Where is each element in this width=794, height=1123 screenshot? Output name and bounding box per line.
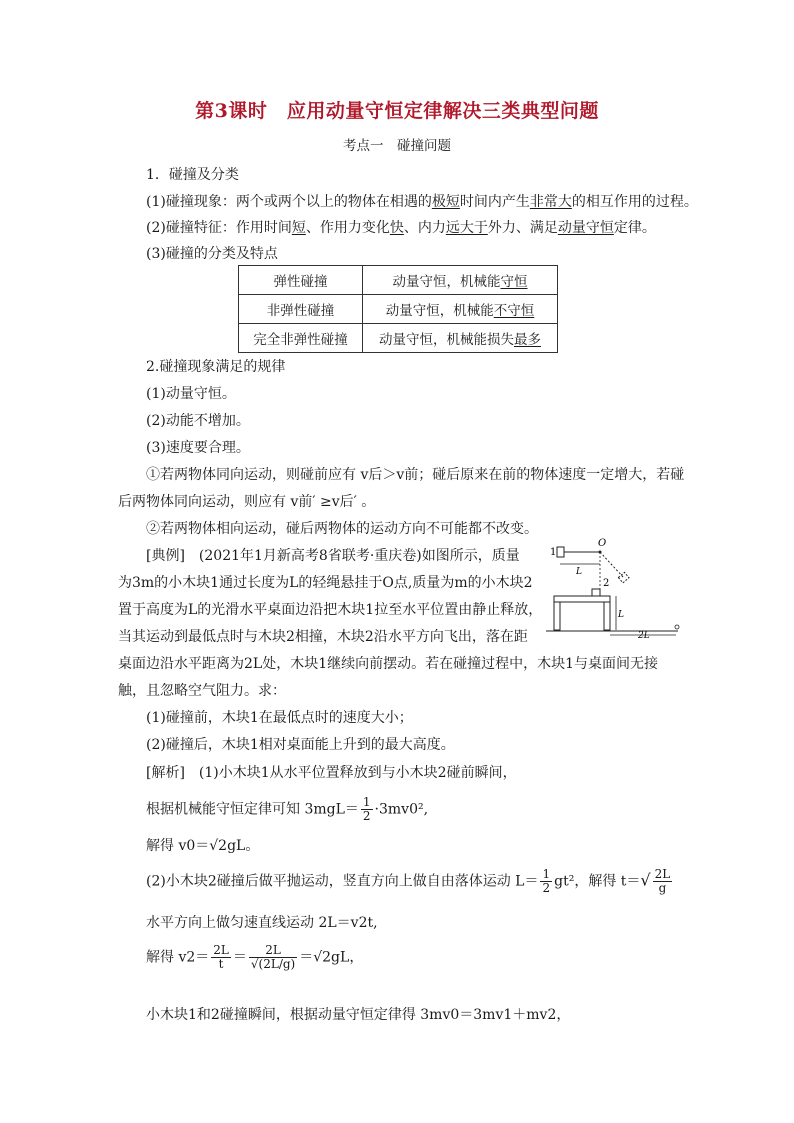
fraction-numerator: 2L xyxy=(249,944,297,958)
landing-point xyxy=(675,625,679,629)
text-span: 根据机械能守恒定律可知 3mgL＝ xyxy=(146,801,359,818)
figure-label-1: 1 xyxy=(550,547,557,558)
fraction xyxy=(249,944,297,971)
solution-line: [解析] (1)小木块1从水平位置释放到与小木块2碰前瞬间， xyxy=(146,765,517,781)
table-cell-desc xyxy=(363,266,558,295)
s1-paragraph-3: (3)碰撞的分类及特点 xyxy=(146,246,278,262)
rope-swing-dashed xyxy=(600,552,624,578)
fraction-denominator: t xyxy=(218,957,224,971)
table-row xyxy=(239,295,558,324)
text-span: (1)碰撞现象：两个或两个以上的物体在相遇的 xyxy=(146,194,432,210)
fraction-denominator: g xyxy=(658,881,667,895)
example-line: 置于高度为L的光滑水平桌面边沿把木块1拉至水平位置由静止释放， xyxy=(118,602,543,618)
text-span: 动量守恒，机械能 xyxy=(392,274,501,290)
table-row xyxy=(239,324,558,353)
figure-label-2L: 2L xyxy=(638,631,650,638)
s2-rule-1-line-1: ①若两物体同向运动，则碰前应有 v后＞v前；碰后原来在前的物体速度一定增大，若碰 xyxy=(146,467,685,483)
collision-table xyxy=(238,265,558,353)
example-line: 桌面边沿水平距离为2L处，木块1继续向前摆动。若在碰撞过程中，木块1与桌面间无接 xyxy=(118,656,659,672)
s1-heading: 1．碰撞及分类 xyxy=(146,167,239,183)
text-span: (2)小木块2碰撞后做平抛运动，竖直方向上做自由落体运动 L＝ xyxy=(146,873,539,890)
text-span: (2)碰撞特征：作用时间 xyxy=(146,220,292,236)
solution-line xyxy=(146,868,674,895)
text-span: 、作用力变化 xyxy=(305,220,390,236)
section-subtitle: 考点一 碰撞问题 xyxy=(343,138,451,154)
fraction xyxy=(211,944,231,971)
s2-rule-2: ②若两物体相向运动，碰后两物体的运动方向不可能都不改变。 xyxy=(146,521,538,537)
example-line: 触，且忽略空气阻力。求： xyxy=(118,683,286,699)
question-1: (1)碰撞前，木块1在最低点时的速度大小； xyxy=(146,710,413,726)
underlined-term: 最多 xyxy=(514,332,541,348)
s1-paragraph-2 xyxy=(146,217,656,237)
s1-paragraph-1 xyxy=(146,191,698,211)
pendulum-collision-figure xyxy=(546,538,686,638)
example-line: 当其运动到最低点时与木块2相撞，木块2沿水平方向飞出，落在距 xyxy=(118,629,528,645)
solution-line: 小木块1和2碰撞瞬间，根据动量守恒定律得 3mv0＝3mv1＋mv2， xyxy=(146,1007,571,1023)
underlined-term: 远大于 xyxy=(445,220,488,236)
s2-item: (3)速度要合理。 xyxy=(146,440,250,456)
table-cell-type: 弹性碰撞 xyxy=(239,266,363,295)
solution-line: 水平方向上做匀速直线运动 2L＝v2t, xyxy=(146,915,378,931)
s2-item: (2)动能不增加。 xyxy=(146,413,250,429)
fraction-numerator: 2L xyxy=(654,867,671,881)
fraction-numerator: 1 xyxy=(542,867,551,881)
fraction xyxy=(361,796,373,823)
figure-label-L-top: L xyxy=(576,567,582,577)
text-span: 定律。 xyxy=(613,220,656,236)
table-cell-type: 非弹性碰撞 xyxy=(239,295,363,324)
s2-item: (1)动量守恒。 xyxy=(146,386,236,402)
text-span: gt²，解得 t＝ xyxy=(554,873,641,890)
example-line: 为3m的小木块1通过长度为L的轻绳悬挂于O点,质量为m的小木块2 xyxy=(118,575,533,591)
text-span: 的相互作用的过程。 xyxy=(571,194,698,210)
text-span: 、内力 xyxy=(403,220,446,236)
sqrt-sign: √ xyxy=(640,870,651,890)
table-cell-desc xyxy=(363,295,558,324)
block-2 xyxy=(592,589,600,596)
table-top xyxy=(554,596,610,602)
fraction-denominator: √(2L/g) xyxy=(250,957,296,971)
underlined-term: 动量守恒 xyxy=(557,220,614,236)
figure-label-L-side: L xyxy=(618,610,624,620)
text-span: ＝√2gL， xyxy=(299,949,364,966)
table-cell-type: 完全非弹性碰撞 xyxy=(239,324,363,353)
solution-line: 解得 v0＝√2gL。 xyxy=(146,838,260,854)
question-2: (2)碰撞后，木块1相对桌面能上升到的最大高度。 xyxy=(146,737,455,753)
text-span: 动量守恒，机械能损失 xyxy=(379,332,514,348)
table-cell-desc xyxy=(363,324,558,353)
text-span: 外力、满足 xyxy=(487,220,558,236)
fraction-numerator: 1 xyxy=(362,795,371,809)
underlined-term: 非常大 xyxy=(529,194,572,210)
fraction-denominator: 2 xyxy=(542,881,551,895)
figure-label-O: O xyxy=(598,538,607,549)
s2-rule-1-line-2: 后两物体同向运动，则应有 v前′ ≥v后′ 。 xyxy=(118,494,376,510)
fraction-denominator: 2 xyxy=(362,809,371,823)
text-span: 时间内产生 xyxy=(459,194,530,210)
block-1 xyxy=(557,547,564,557)
text-span: 动量守恒，机械能 xyxy=(385,303,494,319)
solution-line xyxy=(146,796,428,823)
fraction-numerator: 2L xyxy=(213,943,229,957)
underlined-term: 守恒 xyxy=(500,274,528,290)
underlined-term: 极短 xyxy=(431,194,460,210)
page-title: 第3课时 应用动量守恒定律解决三类典型问题 xyxy=(195,100,599,122)
underlined-term: 快 xyxy=(389,220,404,236)
fraction xyxy=(540,868,552,895)
text-span: 解得 v2＝ xyxy=(146,949,210,966)
table-leg-right xyxy=(604,602,610,630)
table-row xyxy=(239,266,558,295)
s2-heading: 2.碰撞现象满足的规律 xyxy=(146,359,286,375)
solution-line: 解得 v2＝ $\frac{2L}{t}$ ＝ $\frac{2L}{√(2L/g)}$ ＝√2gL， xyxy=(146,943,364,971)
example-line: [典例] (2021年1月新高考8省联考·重庆卷)如图所示，质量 xyxy=(146,548,520,564)
underlined-term: 短 xyxy=(291,220,306,236)
text-span: ·3mv0², xyxy=(374,801,429,818)
table-leg-left xyxy=(554,602,560,630)
figure-label-2: 2 xyxy=(603,578,610,589)
underlined-term: 不守恒 xyxy=(493,303,535,319)
fraction xyxy=(653,868,673,895)
